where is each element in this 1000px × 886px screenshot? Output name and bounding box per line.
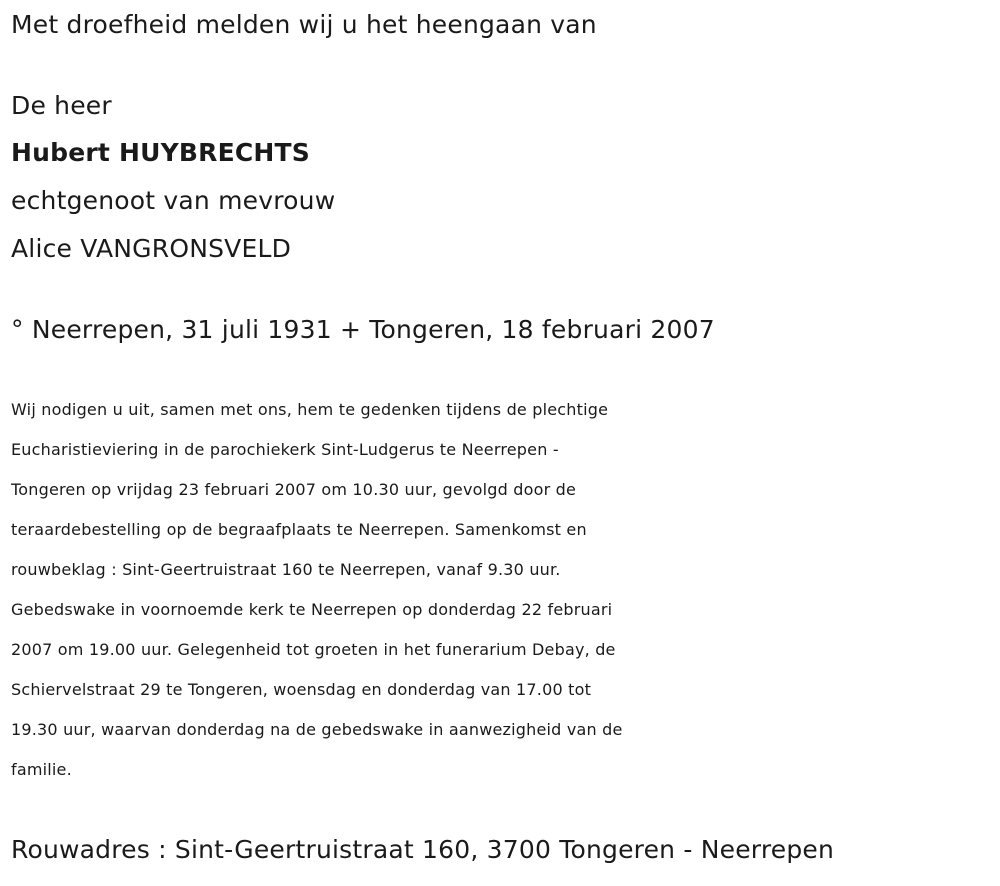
honorific: De heer xyxy=(11,91,112,120)
birth-death-dates: ° Neerrepen, 31 juli 1931 + Tongeren, 18 februari 2007 xyxy=(11,315,715,344)
ceremony-paragraph xyxy=(11,390,996,790)
paragraph-line: familie. xyxy=(11,760,72,779)
paragraph-line: 19.30 uur, waarvan donderdag na de gebedswake in aanwezigheid van de xyxy=(11,720,623,739)
paragraph-line: Gebedswake in voornoemde kerk te Neerrepen op donderdag 22 februari xyxy=(11,600,613,619)
paragraph-line: Tongeren op vrijdag 23 februari 2007 om 10.30 uur, gevolgd door de xyxy=(11,480,577,499)
relation-text: echtgenoot van mevrouw xyxy=(11,186,336,215)
intro-text: Met droefheid melden wij u het heengaan van xyxy=(11,10,597,39)
paragraph-line: teraardebestelling op de begraafplaats te Neerrepen. Samenkomst en xyxy=(11,520,587,539)
deceased-name: Hubert HUYBRECHTS xyxy=(11,138,310,167)
paragraph-line: rouwbeklag : Sint-Geertruistraat 160 te Neerrepen, vanaf 9.30 uur. xyxy=(11,560,561,579)
paragraph-line: Schiervelstraat 29 te Tongeren, woensdag en donderdag van 17.00 tot xyxy=(11,680,592,699)
paragraph-line: Wij nodigen u uit, samen met ons, hem te gedenken tijdens de plechtige xyxy=(11,400,609,419)
paragraph-line: 2007 om 19.00 uur. Gelegenheid tot groeten in het funerarium Debay, de xyxy=(11,640,616,659)
mourning-address: Rouwadres : Sint-Geertruistraat 160, 3700 Tongeren - Neerrepen xyxy=(11,835,835,864)
spouse-name: Alice VANGRONSVELD xyxy=(11,234,292,263)
paragraph-line: Eucharistieviering in de parochiekerk Sint-Ludgerus te Neerrepen - xyxy=(11,440,559,459)
